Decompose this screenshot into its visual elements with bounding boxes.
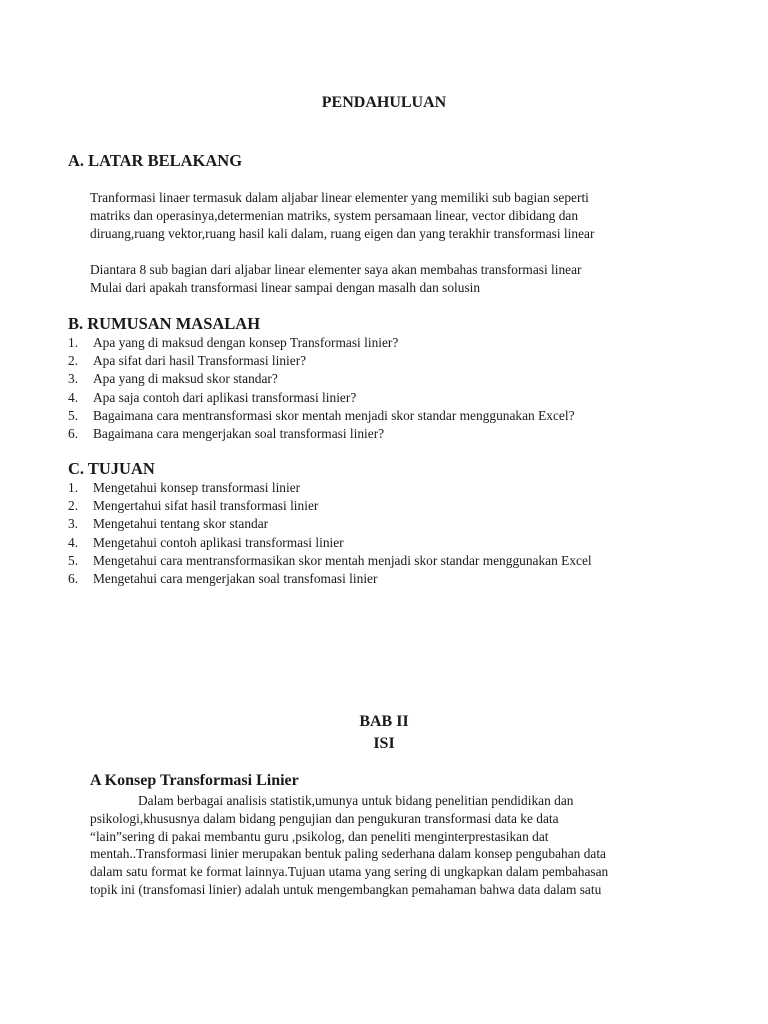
section-a-paragraph-2 xyxy=(90,261,690,297)
rumusan-masalah-list xyxy=(68,334,575,443)
list-number: 4. xyxy=(68,534,79,550)
list-text: Apa saja contoh dari aplikasi transformasi linier? xyxy=(93,389,357,405)
list-item xyxy=(68,352,575,370)
list-item xyxy=(68,407,575,425)
text-line: Tranformasi linaer termasuk dalam aljabar linear elementer yang memiliki sub bagian seperti xyxy=(90,190,589,205)
list-item xyxy=(68,497,592,515)
subsection-heading: A Konsep Transformasi Linier xyxy=(90,772,299,789)
list-text: Mengetahui cara mentransformasikan skor mentah menjadi skor standar menggunakan Excel xyxy=(93,552,592,568)
tujuan-list xyxy=(68,479,592,588)
list-number: 2. xyxy=(68,353,79,369)
list-text: Apa sifat dari hasil Transformasi linier? xyxy=(93,353,307,369)
list-text: Mengetahui contoh aplikasi transformasi linier xyxy=(93,534,344,550)
section-a-heading: A. LATAR BELAKANG xyxy=(68,151,243,170)
text-line: Dalam berbagai analisis statistik,umunya untuk bidang penelitian pendidikan dan xyxy=(138,793,574,808)
text-line: diruang,ruang vektor,ruang hasil kali dalam, ruang eigen dan yang terakhir transformasi linear xyxy=(90,226,595,241)
list-number: 5. xyxy=(68,552,79,568)
list-item xyxy=(68,334,575,352)
list-number: 3. xyxy=(68,516,79,532)
list-number: 5. xyxy=(68,407,79,423)
list-number: 6. xyxy=(68,426,79,442)
text-line: Diantara 8 sub bagian dari aljabar linear elementer saya akan membahas transformasi linear xyxy=(90,262,582,277)
document-title: PENDAHULUAN xyxy=(321,94,447,111)
list-text: Bagaimana cara mengerjakan soal transformasi linier? xyxy=(93,426,385,442)
list-item xyxy=(68,370,575,388)
section-c-heading: C. TUJUAN xyxy=(68,459,155,478)
list-item xyxy=(68,389,575,407)
section-a-paragraph-1 xyxy=(90,189,690,243)
text-line: “lain”sering di pakai membantu guru ,psikolog, dan peneliti menginterprestasikan dat xyxy=(90,828,549,844)
list-text: Apa yang di maksud dengan konsep Transformasi linier? xyxy=(93,335,399,350)
list-number: 6. xyxy=(68,571,79,587)
list-item xyxy=(68,515,592,533)
list-text: Mengetahui tentang skor standar xyxy=(93,516,269,532)
list-item xyxy=(68,425,575,443)
list-number: 1. xyxy=(68,480,79,495)
chapter-title: ISI xyxy=(373,735,395,752)
list-item xyxy=(68,552,592,570)
list-number: 4. xyxy=(68,389,79,405)
list-text: Mengetahui konsep transformasi linier xyxy=(93,480,301,495)
list-item xyxy=(68,479,592,497)
list-number: 1. xyxy=(68,335,79,350)
list-text: Mengetahui cara mengerjakan soal transfomasi linier xyxy=(93,571,378,587)
text-line: Mulai dari apakah transformasi linear sampai dengan masalh dan solusin xyxy=(90,280,481,295)
text-line: dalam satu format ke format lainnya.Tujuan utama yang sering di ungkapkan dalam pembahasan xyxy=(90,864,609,880)
list-item xyxy=(68,570,592,588)
section-b-heading: B. RUMUSAN MASALAH xyxy=(68,314,261,333)
chapter-label: BAB II xyxy=(359,713,409,730)
list-number: 3. xyxy=(68,371,79,387)
list-item xyxy=(68,534,592,552)
text-line: psikologi,khususnya dalam bidang pengujian dan pengukuran transformasi data ke data xyxy=(90,810,559,826)
list-text: Bagaimana cara mentransformasi skor mentah menjadi skor standar menggunakan Excel? xyxy=(93,407,575,423)
subsection-body xyxy=(90,792,670,899)
text-line: topik ini (transfomasi linier) adalah untuk mengembangkan pemahaman bahwa data dalam satu xyxy=(90,881,602,897)
list-text: Mengertahui sifat hasil transformasi linier xyxy=(93,498,319,514)
list-number: 2. xyxy=(68,498,79,514)
text-line: mentah..Transformasi linier merupakan bentuk paling sederhana dalam konsep pengubahan data xyxy=(90,846,607,862)
text-line: matriks dan operasinya,determenian matriks, system persamaan linear, vector dibidang dan xyxy=(90,208,579,223)
list-text: Apa yang di maksud skor standar? xyxy=(93,371,278,387)
